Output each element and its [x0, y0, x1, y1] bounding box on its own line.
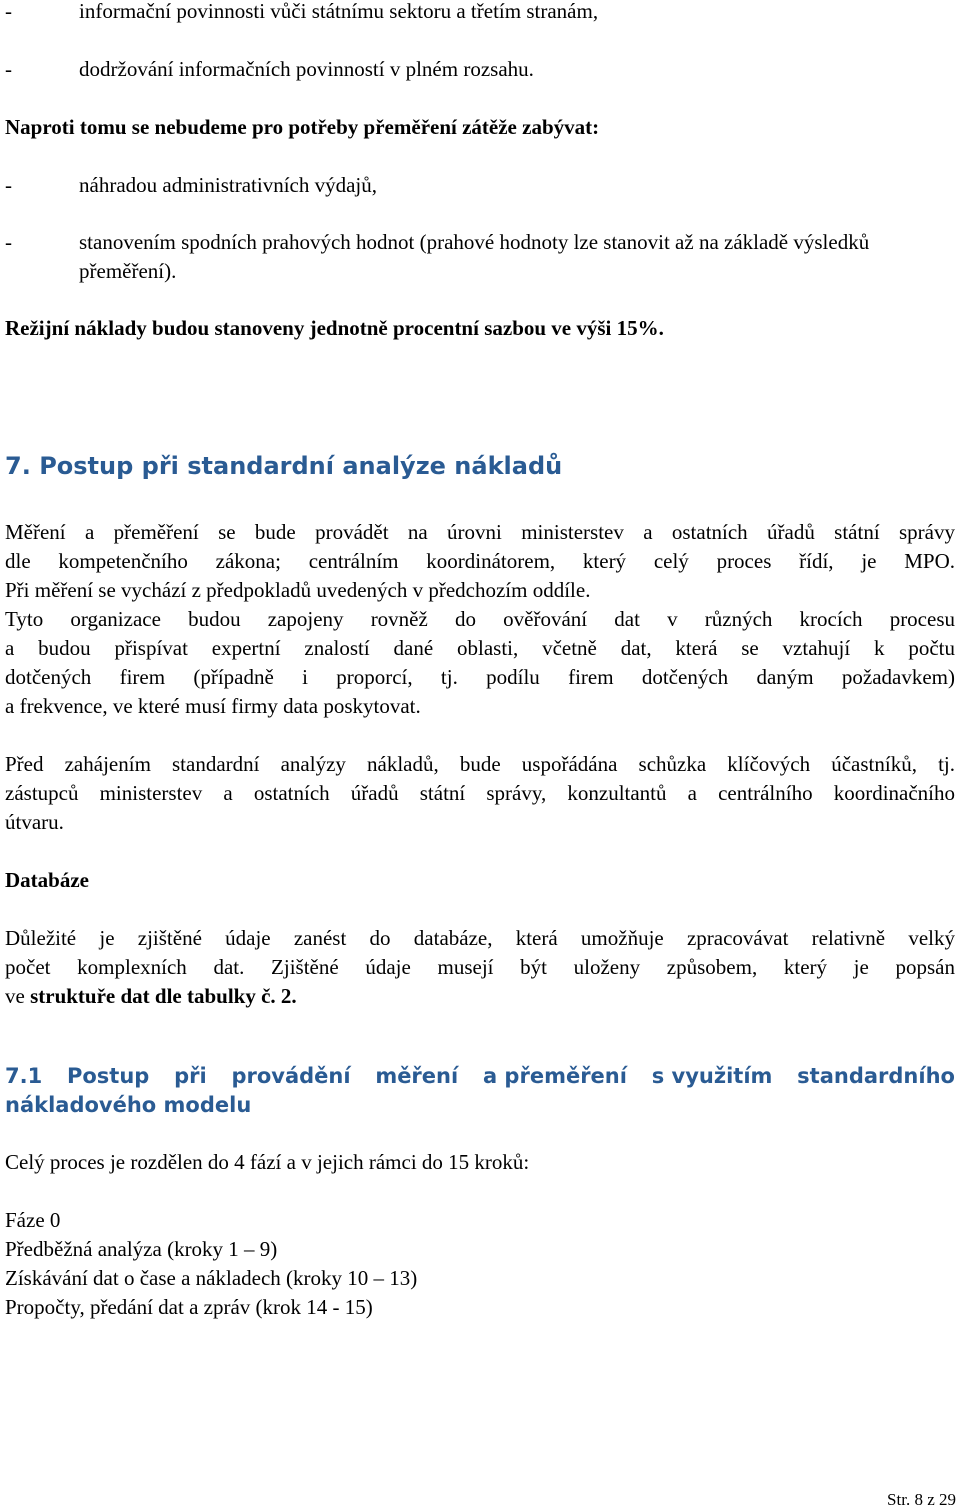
phase-line: Předběžná analýza (kroky 1 – 9) [5, 1237, 278, 1261]
heading-word: Postup [66, 1064, 150, 1088]
heading-word: standardního [797, 1064, 955, 1088]
database-heading: Databáze [5, 868, 89, 892]
heading-word: a přeměření [482, 1064, 627, 1088]
list-item-text: stanovením spodních prahových hodnot (prahové hodnoty lze stanovit až na základě výsledků přeměření). [79, 230, 870, 283]
list-item-text: dodržování informačních povinností v plném rozsahu. [79, 57, 534, 81]
database-line: Důležité je zjištěné údaje zanést do databáze, která umožňuje zpracovávat relativně velký [5, 926, 955, 950]
section-7-1-heading [5, 1060, 955, 1092]
section-7-line: útvaru. [5, 810, 64, 834]
heading-word: měření [375, 1064, 459, 1088]
section-7-line: a frekvence, ve které musí firmy data poskytovat. [5, 694, 421, 718]
phase-line: Propočty, předání dat a zpráv (krok 14 - 15) [5, 1295, 373, 1319]
section-7-heading [5, 449, 562, 483]
overhead-note: Režijní náklady budou stanoveny jednotně procentní sazbou ve výši 15%. [5, 316, 664, 340]
section-7-line: Měření a přeměření se bude provádět na úrovni ministerstev a ostatních úřadů státní správy [5, 520, 955, 544]
heading-word: s využitím [651, 1064, 773, 1088]
process-intro: Celý proces je rozdělen do 4 fází a v jejich rámci do 15 kroků: [5, 1150, 530, 1174]
database-line-prefix: ve [5, 984, 31, 1008]
section-7-line: Při měření se vychází z předpokladů uvedených v předchozím oddíle. [5, 578, 591, 602]
list-item-text: informační povinnosti vůči státnímu sektoru a třetím stranám, [79, 0, 599, 23]
section-7-line: dle kompetenčního zákona; centrálním koordinátorem, který celý proces řídí, je MPO. [5, 549, 955, 573]
database-line: počet komplexních dat. Zjištěné údaje musejí být uloženy způsobem, který je popsán [5, 955, 955, 979]
list-item-text: náhradou administrativních výdajů, [79, 173, 378, 197]
phase-line: Fáze 0 [5, 1208, 61, 1232]
section-7-line: Tyto organizace budou zapojeny rovněž do ověřování dat v různých krocích procesu [5, 607, 955, 631]
heading-word: 7.1 [5, 1064, 43, 1088]
page-number: Str. 8 z 29 [887, 1490, 956, 1509]
bullet-marker: - [5, 57, 12, 81]
bullet-marker: - [5, 0, 12, 23]
heading-word: provádění [231, 1064, 351, 1088]
table-reference: struktuře dat dle tabulky č. 2. [30, 984, 297, 1008]
section-7-line: a budou přispívat expertní znalostí dané oblasti, včetně dat, která se vztahují k počtu [5, 636, 955, 660]
section-7-line: dotčených firem (případně i proporcí, tj. podílu firem dotčených daným požadavkem) [5, 665, 955, 689]
phase-line: Získávání dat o čase a nákladech (kroky 10 – 13) [5, 1266, 418, 1290]
section-number: 7. [5, 452, 31, 480]
bullet-marker: - [5, 173, 12, 197]
section-7-1-heading-cont: nákladového modelu [5, 1093, 252, 1117]
heading-word: při [174, 1064, 207, 1088]
database-line-last [5, 982, 297, 1010]
section-7-line: Před zahájením standardní analýzy nákladů, bude uspořádána schůzka klíčových účastníků, tj. [5, 752, 955, 776]
bullet-marker: - [5, 230, 12, 254]
exclusion-intro: Naproti tomu se nebudeme pro potřeby přeměření zátěže zabývat: [5, 115, 600, 139]
section-title: Postup při standardní analýze nákladů [39, 452, 563, 480]
section-7-line: zástupců ministerstev a ostatních úřadů státní správy, konzultantů a centrálního koordinačního [5, 781, 955, 805]
